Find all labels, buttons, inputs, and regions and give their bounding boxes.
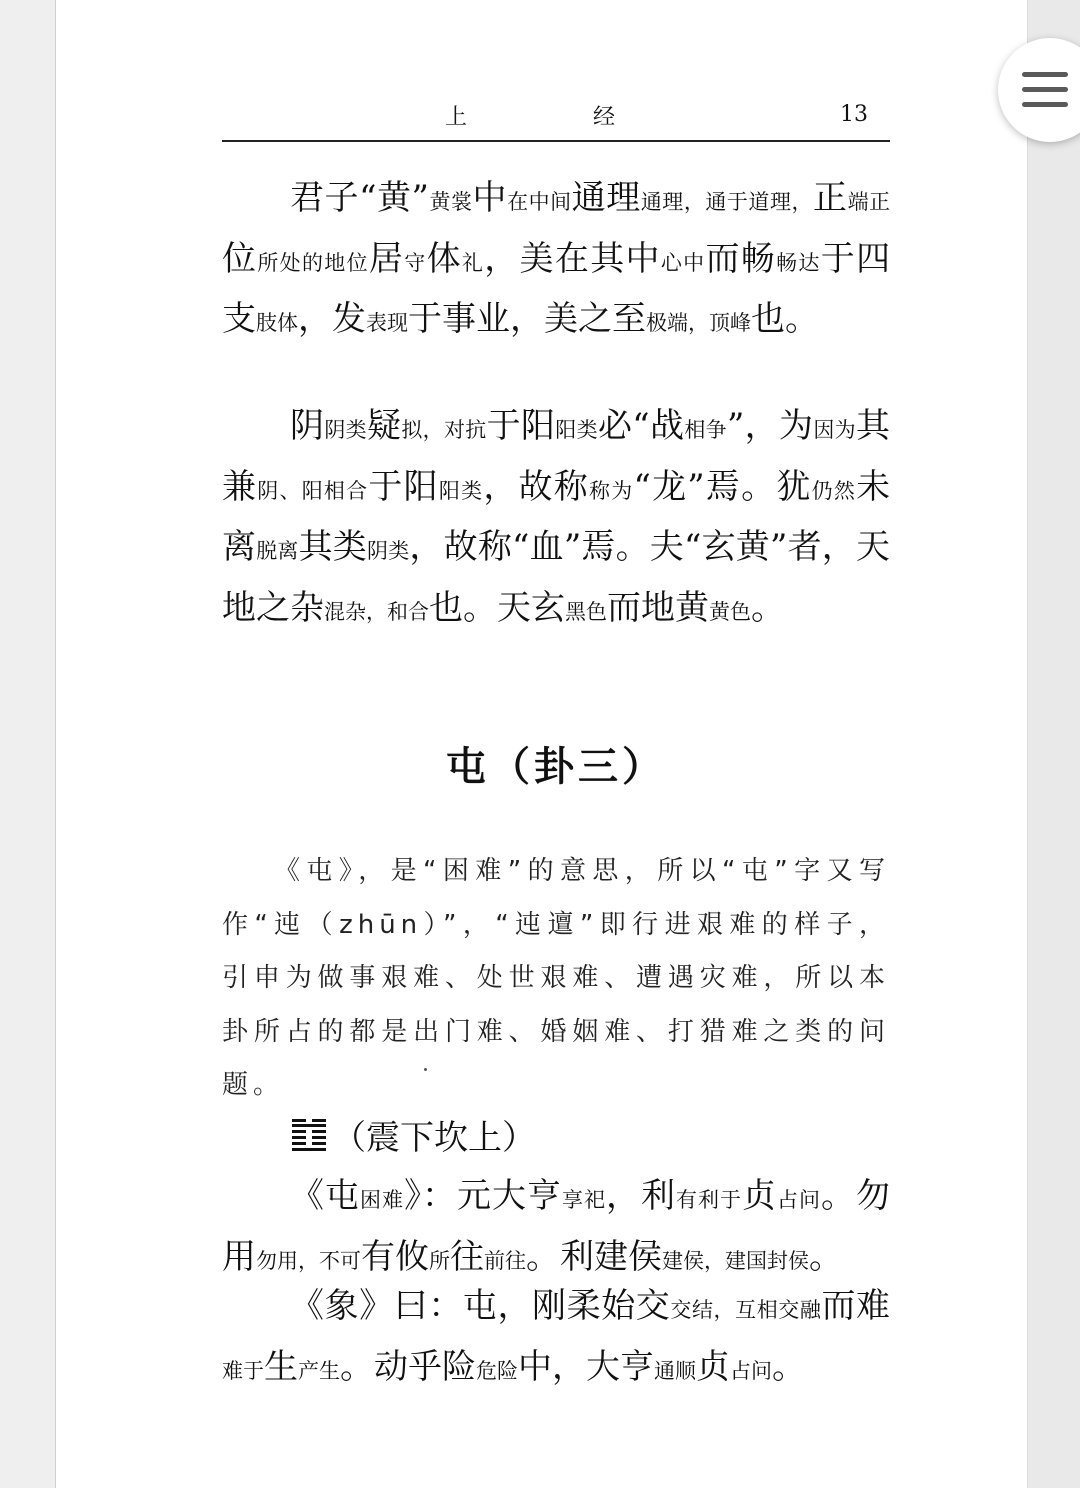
gloss-note: 肢体 [256,311,298,335]
hexagram-text-paragraph [222,1168,890,1289]
gloss-note: 通顺 [654,1358,696,1383]
gloss-note: 占问 [777,1188,821,1212]
hexagram-label: （震下坎上） [332,1118,536,1158]
gloss-note: 在中间 [507,190,572,214]
gloss-note: 建侯，建国封侯 [662,1248,809,1273]
gloss-note: 拟，对抗 [401,418,487,442]
main-text: ”，为 [726,406,814,446]
gloss-note: 所 [429,1248,450,1273]
main-text: 其类 [298,527,368,567]
gloss-note: 危险 [476,1358,518,1383]
gloss-note: 前往 [484,1248,526,1273]
section-heading: 屯（卦三） [446,743,666,790]
gloss-note: 称为 [589,478,634,503]
gloss-note: 阴、阳相合 [257,478,369,503]
main-text: 。 [809,1236,843,1277]
main-text: 中 [472,178,508,218]
main-text: 于四支 [222,238,891,339]
gloss-note: 脱离 [256,539,299,563]
main-text: 于阳 [486,406,556,446]
gloss-note: 畅达 [776,250,821,275]
left-margin [0,0,55,1488]
gloss-note: 有利于 [676,1188,742,1212]
section-intro: 《屯》，是“困难”的意思，所以“屯”字又写作“迍（zhūn）”，“迍邅”即行进艰难的样子，引申为做事艰难、处世艰难、遭遇灾难，所以本卦所占的都是出门难、婚姻难、打猎难之类的问题。 [222,856,890,1100]
main-text: 有攸 [361,1236,429,1277]
main-text: “龙”焉。犹 [633,466,812,507]
right-margin [1028,0,1080,1488]
main-text: 》：元大亨 [404,1176,562,1216]
gloss-note: 阳类 [438,478,484,503]
main-text: 中，大亨 [518,1346,654,1387]
book-page[interactable] [55,0,1028,1488]
main-text: ，故称 [483,466,589,507]
gloss-note: 通理，通于道理， [640,190,814,214]
main-text: 体 [426,238,462,279]
gloss-note: 阴类 [324,418,367,442]
main-text: ，美在其中 [484,238,661,279]
main-text: 也。天玄 [429,587,565,628]
commentary-paragraph-1 [222,170,890,352]
gloss-note: 黄裳 [428,190,473,214]
gloss-note: 相争 [684,418,727,442]
speck [424,1068,427,1071]
main-text: 贞 [696,1346,730,1387]
main-text: 通理 [571,178,641,218]
main-text: 而畅 [705,238,777,279]
main-text: 居 [368,238,405,279]
main-text: 。 [751,587,785,628]
gloss-note: 端正 [847,190,891,214]
main-text: 贞 [742,1176,777,1216]
main-text: 生 [264,1346,298,1387]
main-text: 位 [222,238,258,279]
zhun-hexagram-icon [292,1119,326,1151]
main-text: ，故称“血”焉。夫“玄黄”者，天地之杂 [222,527,890,628]
gloss-note: 黄色 [709,599,751,624]
main-text: 也。 [751,299,819,339]
main-text: 。利建侯 [526,1236,662,1277]
main-text: 。动乎险 [340,1346,476,1387]
main-text: 往 [450,1236,484,1277]
main-text: 未离 [222,466,891,567]
page-number: 13 [840,102,868,127]
gloss-note: 阳类 [555,418,598,442]
hexagram-line [292,1110,536,1159]
gloss-note: 黑色 [565,599,607,624]
main-text: 而地黄 [607,587,709,628]
main-text: 于事业，美之至 [408,299,646,339]
main-text: 正 [813,178,848,218]
gloss-note: 混杂，和合 [324,599,429,624]
gloss-note: 占问 [730,1358,772,1383]
gloss-note: 仍然 [811,478,857,503]
gloss-note: 阴类 [367,539,410,563]
main-text: 阴 [290,406,325,446]
main-text: 于阳 [368,466,439,507]
running-head [222,96,890,136]
gloss-note: 所处的地位 [257,250,369,275]
gloss-note: 因为 [813,418,856,442]
main-text: 君子“黄” [290,178,429,218]
main-text: 而难 [821,1286,891,1326]
main-text: 。勿用 [222,1176,890,1277]
main-text: 疑 [366,406,402,446]
main-text: 《象》曰：屯，刚柔始交 [290,1286,671,1326]
gloss-note: 礼 [461,250,485,275]
gloss-note: 勿用，不可 [256,1248,361,1273]
gloss-note: 产生 [298,1358,340,1383]
gloss-note: 极端，顶峰 [646,311,751,335]
main-text: 。 [772,1346,806,1387]
main-text: ，利 [606,1176,676,1216]
xiang-commentary-paragraph [222,1278,890,1399]
gloss-note: 守 [404,250,427,275]
gloss-note: 表现 [366,311,408,335]
header-rule [222,140,890,142]
gloss-note: 交结，互相交融 [670,1298,822,1322]
main-text: 其兼 [222,406,890,507]
commentary-paragraph-2 [222,398,890,640]
running-head-title: 上 经 [444,105,667,130]
main-text: ，发 [298,299,366,339]
gloss-note: 难于 [222,1358,264,1383]
gloss-note: 困难 [360,1188,404,1212]
gloss-note: 心中 [660,250,706,275]
main-text: 必“战 [597,406,685,446]
main-text: 《屯 [290,1176,360,1216]
gloss-note: 享祀 [562,1188,606,1212]
